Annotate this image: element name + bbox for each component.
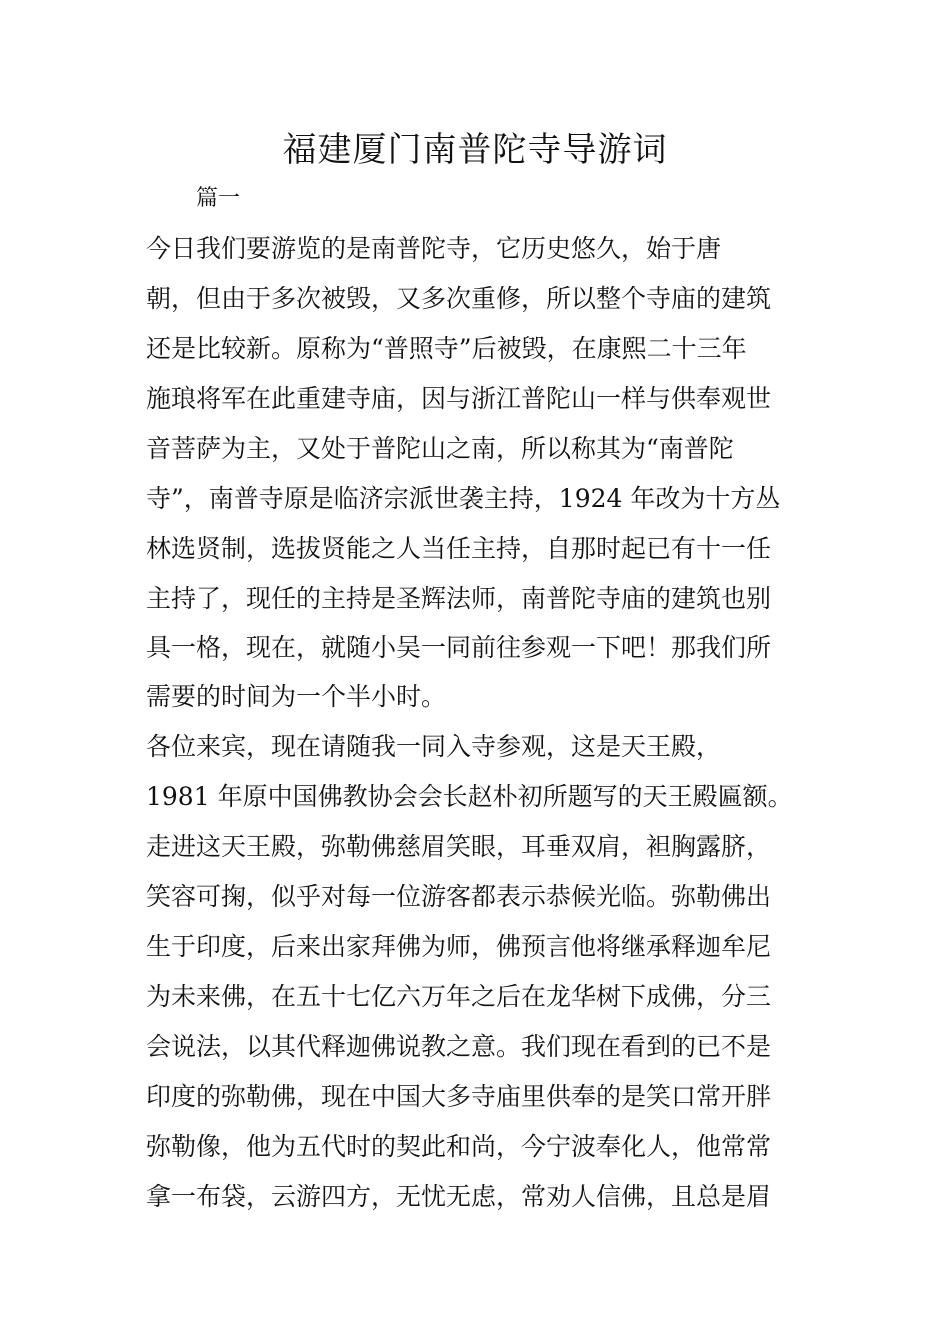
text-line: 主持了，现任的主持是圣辉法师，南普陀寺庙的建筑也别 [146, 584, 772, 613]
text-line: 1981 年原中国佛教协会会长赵朴初所题写的天王殿匾额。 [146, 782, 793, 811]
text-line: 弥勒像，他为五代时的契此和尚，今宁波奉化人，他常常 [146, 1132, 772, 1161]
document-title: 福建厦门南普陀寺导游词 [282, 130, 668, 170]
text-line: 生于印度，后来出家拜佛为师，佛预言他将继承释迦牟尼 [146, 932, 772, 961]
text-line: 林选贤制，选拔贤能之人当任主持，自那时起已有十一任 [146, 534, 772, 563]
text-line: 拿一布袋，云游四方，无忧无虑，常劝人信佛，且总是眉 [146, 1182, 772, 1211]
text-line: 印度的弥勒佛，现在中国大多寺庙里供奉的是笑口常开胖 [146, 1082, 772, 1111]
text-line: 会说法，以其代释迦佛说教之意。我们现在看到的已不是 [146, 1032, 772, 1061]
text-line: 今日我们要游览的是南普陀寺，它历史悠久，始于唐 [146, 234, 722, 263]
text-line: 还是比较新。原称为“普照寺”后被毁，在康熙二十三年 [146, 334, 747, 363]
text-line: 具一格，现在，就随小吴一同前往参观一下吧！那我们所 [146, 633, 772, 662]
text-line: 施琅将军在此重建寺庙，因与浙江普陀山一样与供奉观世 [146, 384, 772, 413]
text-line: 各位来宾，现在请随我一同入寺参观，这是天王殿， [146, 732, 722, 761]
text-line: 走进这天王殿，弥勒佛慈眉笑眼，耳垂双肩，袒胸露脐， [146, 832, 772, 861]
text-line: 为未来佛，在五十七亿六万年之后在龙华树下成佛，分三 [146, 982, 772, 1011]
text-line: 需要的时间为一个半小时。 [146, 682, 447, 711]
text-line: 笑容可掬，似乎对每一位游客都表示恭候光临。弥勒佛出 [146, 882, 772, 911]
text-line: 寺”，南普寺原是临济宗派世袭主持，1924 年改为十方丛 [146, 484, 781, 513]
text-line: 朝，但由于多次被毁，又多次重修，所以整个寺庙的建筑 [146, 284, 772, 313]
text-line: 音菩萨为主，又处于普陀山之南，所以称其为“南普陀 [146, 434, 734, 463]
section-label: 篇一 [196, 186, 241, 211]
